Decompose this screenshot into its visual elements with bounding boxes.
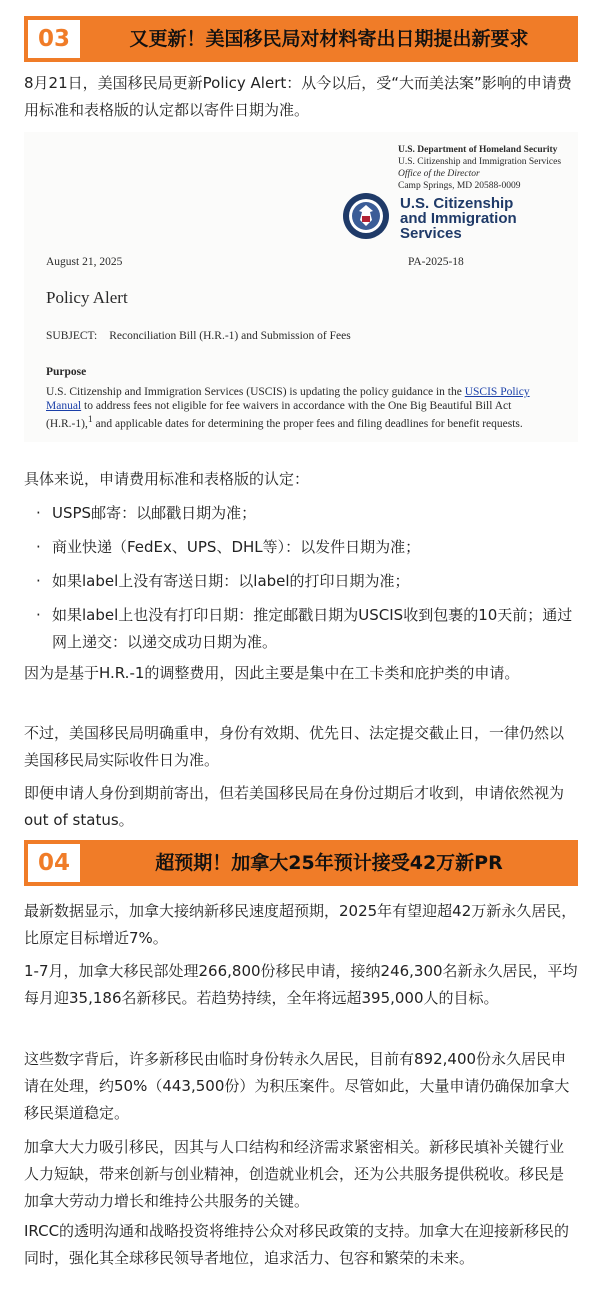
letter-body: U.S. Citizenship and Immigration Services (USCIS) is updating the policy guidance in the USCIS Policy Manual to address fees not eligible for fee waivers in accordance with the One Big Beautiful Bill Act (H.R.-1),$^1$ and applicable dates for determining the proper fees and filing deadlines for benefit requests. bbox=[46, 386, 530, 430]
bullet-dot: · bbox=[36, 538, 41, 556]
paragraph: 1-7月，加拿大移民部处理266,800份移民申请，接纳246,300名新永久居民，平均每月迎35,186名新移民。若趋势持续，全年将远超395,000人的目标。 bbox=[24, 962, 578, 1007]
bullet-dot: · bbox=[36, 504, 41, 522]
uscis-wordmark: U.S. Citizenship and Immigration Services bbox=[400, 195, 517, 242]
uscis-policy-manual-link[interactable]: USCIS Policy Manual bbox=[46, 386, 530, 412]
letter-heading: Policy Alert bbox=[46, 288, 128, 307]
list-item: · 如果label上也没有打印日期：推定邮戳日期为USCIS收到包裹的10天前；通过网上递交：以递交成功日期为准。 bbox=[36, 602, 578, 656]
section-title: 超预期！加拿大25年预计接受42万新PR bbox=[155, 852, 503, 874]
paragraph: 这些数字背后，许多新移民由临时身份转永久居民，目前有892,400份永久居民申请在处理，约50%（443,500份）为积压案件。尽管如此，大量申请仍确保加拿大移民渠道稳定。 bbox=[24, 1050, 570, 1122]
paragraph: 加拿大大力吸引移民，因其与人口结构和经济需求紧密相关。新移民填补关键行业人力短缺，带来创新与创业精神，创造就业机会，还为公共服务提供税收。移民是加拿大劳动力增长和维持公共服务的关键。 bbox=[24, 1138, 565, 1210]
policy-alert-letter-image bbox=[24, 132, 578, 442]
dhs-seal-icon bbox=[342, 192, 390, 240]
intro-paragraph: 8月21日，美国移民局更新Policy Alert：从今以后，受“大而美法案”影响的申请费用标准和表格版的认定都以寄件日期为准。 bbox=[24, 74, 572, 119]
paragraph: IRCC的透明沟通和战略投资将维持公众对移民政策的支持。加拿大在迎接新移民的同时，强化其全球移民领导者地位，追求活力、包容和繁荣的未来。 bbox=[24, 1222, 570, 1267]
paragraph: 最新数据显示，加拿大接纳新移民速度超预期，2025年有望迎超42万新永久居民，比原定目标增近7%。 bbox=[24, 902, 577, 947]
list-item: · USPS邮寄：以邮戳日期为准； bbox=[36, 500, 578, 527]
purpose-heading: Purpose bbox=[46, 366, 87, 378]
document-number: PA-2025-18 bbox=[408, 256, 464, 268]
letter-date: August 21, 2025 bbox=[46, 256, 123, 268]
status-paragraph: 即便申请人身份到期前寄出，但若美国移民局在身份过期后才收到，申请依然视为out of status。 bbox=[24, 784, 565, 829]
list-item: · 如果label上没有寄送日期：以label的打印日期为准； bbox=[36, 568, 578, 595]
section-03-header bbox=[24, 16, 578, 62]
hr1-paragraph: 因为是基于H.R.-1的调整费用，因此主要是集中在工卡类和庇护类的申请。 bbox=[24, 664, 520, 682]
details-lead: 具体来说，申请费用标准和表格版的认定： bbox=[24, 470, 310, 488]
however-paragraph: 不过，美国移民局明确重申，身份有效期、优先日、法定提交截止日，一律仍然以美国移民局实际收件日为准。 bbox=[24, 724, 565, 769]
section-number: 03 bbox=[28, 20, 80, 58]
bullet-dot: · bbox=[36, 572, 41, 590]
dhs-address-block: U.S. Department of Homeland Security U.S. Citizenship and Immigration Services Office of the Director Camp Springs, MD 20588-0009 bbox=[398, 145, 562, 191]
letter-subject: SUBJECT: Reconciliation Bill (H.R.-1) and Submission of Fees bbox=[46, 330, 351, 342]
section-title: 又更新！美国移民局对材料寄出日期提出新要求 bbox=[129, 28, 529, 50]
bullet-dot: · bbox=[36, 606, 41, 624]
section-number: 04 bbox=[28, 844, 80, 882]
list-item: · 商业快递（FedEx、UPS、DHL等）：以发件日期为准； bbox=[36, 534, 578, 561]
section-04-header bbox=[24, 840, 578, 886]
